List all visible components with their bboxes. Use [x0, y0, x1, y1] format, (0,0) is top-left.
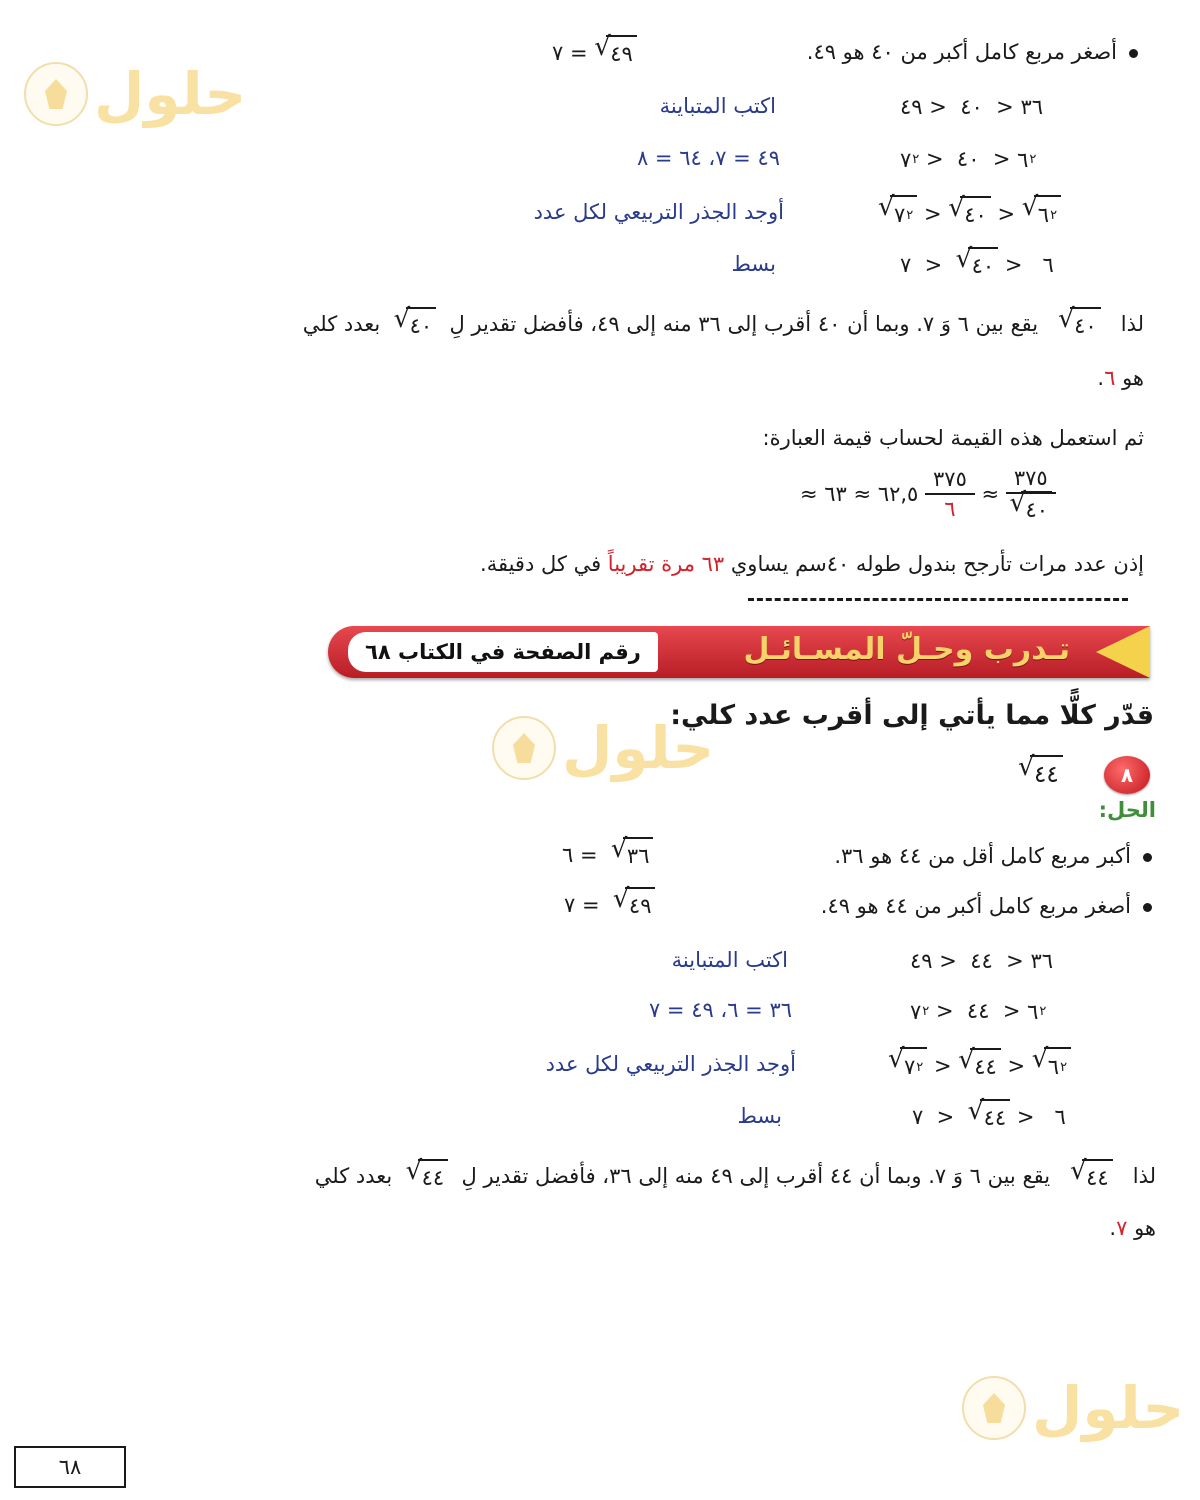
sqrt-expression: ٧ = √ ٤٩	[552, 40, 637, 66]
section-banner	[328, 626, 1150, 678]
inequality: ٤٩ > ٤٤ > ٣٦	[910, 949, 1053, 973]
step-note: ٤٩ = ٧، ٦٤ = ٨	[636, 146, 780, 170]
step-note: ٣٦ = ٦، ٤٩ = ٧	[648, 998, 792, 1022]
bullet-line: أكبر مربع كامل أقل من ٤٤ هو ٣٦.	[834, 844, 1152, 868]
exercise-number-badge: ٨	[1104, 756, 1150, 794]
step-note: أوجد الجذر التربيعي لكل عدد	[545, 1052, 796, 1076]
exercise-expression: √ ٤٤	[1018, 760, 1063, 788]
bullet-icon	[1143, 853, 1152, 862]
conclusion-answer: هو ٦.	[1097, 366, 1144, 390]
final-answer: إذن عدد مرات تأرجح بندول طوله ٤٠سم يساوي ٦٣ مرة تقريباً في كل دقيقة.	[480, 552, 1144, 576]
sqrt-expression: ٦ = √ ٣٦	[562, 842, 653, 868]
step-note: أوجد الجذر التربيعي لكل عدد	[533, 200, 784, 224]
bullet-icon	[1129, 49, 1138, 58]
watermark-text: حلول	[562, 714, 715, 782]
watermark-text: حلول	[94, 60, 247, 128]
bullet-line: أصغر مربع كامل أكبر من ٤٠ هو ٤٩.	[807, 40, 1138, 64]
page-number: ٦٨	[14, 1446, 126, 1488]
watermark-icon	[492, 716, 556, 780]
inequality-squares: ٧٢ > ٤٠ > ٦٢	[900, 147, 1037, 172]
inequality-simplified: ٧ > √ ٤٤ > ٦	[912, 1096, 1066, 1130]
conclusion-text: لذا √ ٤٤ يقع بين ٦ وَ ٧. وبما أن ٤٤ أقرب إلى ٤٩ منه إلى ٣٦، فأفضل تقدير لِ √ ٤٤ بعدد كلي	[314, 1156, 1156, 1190]
conclusion-answer: هو ٧.	[1109, 1216, 1156, 1240]
book-page-ref: رقم الصفحة في الكتاب ٦٨	[348, 632, 658, 672]
inequality: ٤٩ > ٤٠ > ٣٦	[900, 95, 1043, 119]
solution-label: الحل:	[1098, 798, 1156, 822]
step-note: اكتب المتباينة	[659, 94, 776, 118]
step-note: اكتب المتباينة	[671, 948, 788, 972]
then-text: ثم استعمل هذه القيمة لحساب قيمة العبارة:	[762, 426, 1144, 450]
bullet-icon	[1143, 903, 1152, 912]
inequality-roots: √ ٧٢ > √ ٤٤ > √ ٦٢	[888, 1052, 1071, 1079]
exercise-instruction: قدّر كلًّا مما يأتي إلى أقرب عدد كلي:	[670, 700, 1154, 731]
watermark-text: حلول	[1032, 1374, 1185, 1442]
fraction-expression: ≈ ٦٣ ≈ ٦٢,٥ $\frac{٣٧٥}{٦}$ ≈ ٣٧٥ √ ٤٠	[800, 466, 1056, 522]
bullet-line: أصغر مربع كامل أكبر من ٤٤ هو ٤٩.	[821, 894, 1152, 918]
inequality-squares: ٧٢ > ٤٤ > ٦٢	[910, 999, 1047, 1024]
banner-title: تـدرب وحـلّ المسـائـل	[743, 632, 1070, 667]
step-note: بسط	[731, 252, 776, 276]
inequality-simplified: ٧ > √ ٤٠ > ٦	[900, 244, 1054, 278]
arrow-icon	[1096, 626, 1150, 678]
step-note: بسط	[737, 1104, 782, 1128]
watermark-logo	[962, 1374, 1184, 1442]
watermark-icon	[962, 1376, 1026, 1440]
divider	[748, 598, 1128, 601]
conclusion-text: لذا √ ٤٠ يقع بين ٦ وَ ٧. وبما أن ٤٠ أقرب إلى ٣٦ منه إلى ٤٩، فأفضل تقدير لِ √ ٤٠ بعدد كلي	[302, 304, 1144, 338]
watermark-logo	[24, 60, 246, 128]
watermark-icon	[24, 62, 88, 126]
inequality-roots: √ ٧٢ > √ ٤٠ > √ ٦٢	[878, 200, 1061, 227]
sqrt-expression: ٧ = √ ٤٩	[564, 892, 655, 918]
